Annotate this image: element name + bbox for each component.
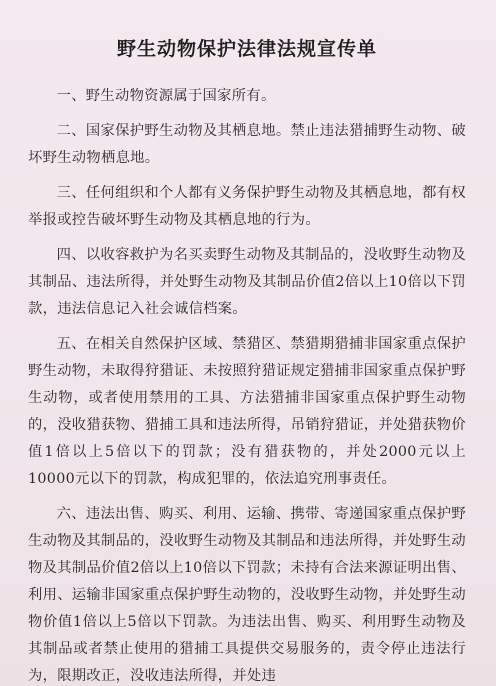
clause-1: 一、野生动物资源属于国家所有。 [56,88,276,104]
clause-3: 三、任何组织和个人都有义务保护野生动物及其栖息地，都有权举报或控告破坏野生动物及其栖息地的行为。 [28,185,466,228]
clause-6: 六、违法出售、购买、利用、运输、携带、寄递国家重点保护野生动物及其制品的，没收野生动物及其制品和违法所得，并处野生动物及其制品价值2倍以上10倍以下罚款；未持有合法来源证明出售、利用、运输非国家重点保护野生动物的，没收野生动物，并处野生动物价值1倍以上5倍以下罚款。为违法出售、购买、利用野生动物及其制品或者禁止使用的猎捕工具提供交易服务的，责令停止违法行为，限期改正，没收违法所得，并处违 [28,506,466,684]
clause-4: 四、以收容救护为名买卖野生动物及其制品的，没收野生动物及其制品、违法所得，并处野生动物及其制品价值2倍以上10倍以下罚款，违法信息记入社会诚信档案。 [28,247,466,317]
clause-5: 五、在相关自然保护区域、禁猎区、禁猎期猎捕非国家重点保护野生动物，未取得狩猎证、未按照狩猎证规定猎捕非国家重点保护野生动物，或者使用禁用的工具、方法猎捕非国家重点保护野生动物的，没收猎获物、猎捕工具和违法所得，吊销狩猎证，并处猎获物价值1倍以上5倍以下的罚款；没有猎获物的，并处2000元以上10000元以下的罚款，构成犯罪的，依法追究刑事责任。 [28,336,466,487]
page-title: 野生动物保护法律法规宣传单 [116,38,377,60]
clause-2: 二、国家保护野生动物及其栖息地。禁止违法猎捕野生动物、破坏野生动物栖息地。 [28,123,466,166]
